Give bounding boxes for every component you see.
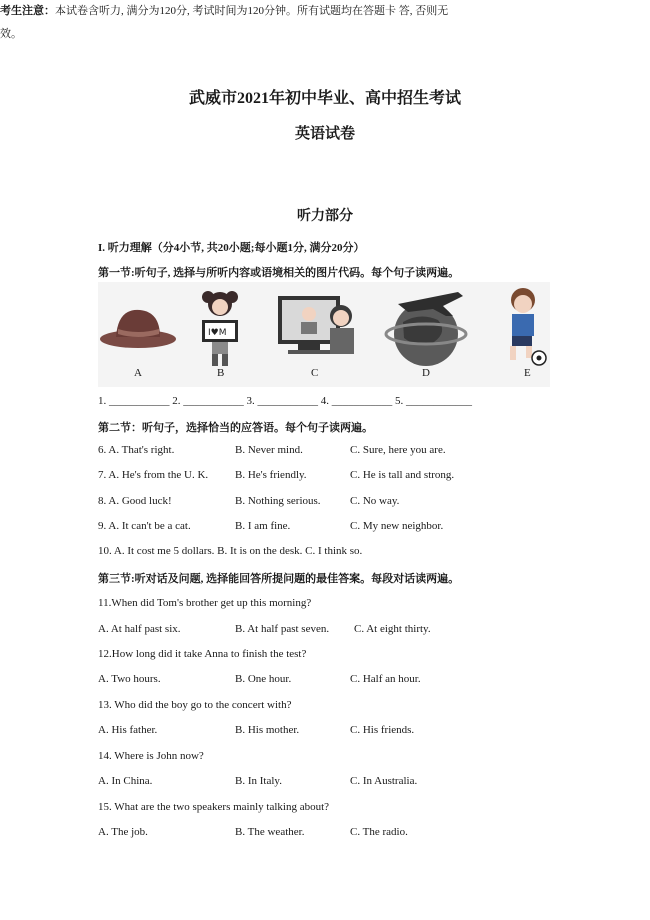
notice-text: 本试卷含听力, 满分为120分, 考试时间为120分钟。所有试题均在答题卡 答, 否则无效。 — [0, 5, 449, 40]
girl-with-sign-icon — [202, 291, 238, 366]
video-call-icon — [278, 296, 354, 354]
q11-option-c: C. At eight thirty. — [354, 623, 431, 635]
exam-subtitle: 英语试卷 — [294, 126, 355, 142]
q11-option-b: B. At half past seven. — [235, 623, 330, 635]
q8-option-c: C. No way. — [350, 495, 400, 507]
part1-instructions: I. 听力理解（分4小节, 共20小题;每小题1分, 满分20分） — [98, 242, 365, 254]
q15-question: 15. What are the two speakers mainly talking about? — [98, 801, 330, 813]
q14-option-c: C. In Australia. — [350, 775, 418, 787]
q15-option-a: A. The job. — [98, 826, 148, 838]
boy-soccer-icon — [510, 288, 546, 365]
q6-option-a: 6. A. That's right. — [98, 444, 175, 456]
exam-title: 武威市2021年初中毕业、高中招生考试 — [188, 90, 461, 107]
svg-text:I♥M: I♥M — [208, 328, 227, 338]
q14-option-b: B. In Italy. — [235, 775, 282, 787]
section3-instructions: 第三节:听对话及问题, 选择能回答所提问题的最佳答案。每段对话读两遍。 — [98, 573, 460, 585]
q11-question: 11.When did Tom's brother get up this morning? — [98, 597, 312, 609]
q8-option-b: B. Nothing serious. — [235, 495, 321, 507]
q15-option-c: C. The radio. — [350, 826, 408, 838]
q6-option-c: C. Sure, here you are. — [350, 444, 446, 456]
section1-instructions: 第一节:听句子, 选择与所听内容或语境相关的图片代码。每个句子读两遍。 — [98, 267, 460, 279]
globe-airplane-icon — [386, 292, 466, 366]
picture-label-d: D — [422, 367, 430, 379]
q7-option-a: 7. A. He's from the U. K. — [98, 469, 209, 481]
q15-option-b: B. The weather. — [235, 826, 305, 838]
picture-label-e: E — [524, 367, 531, 379]
q14-question: 14. Where is John now? — [98, 750, 204, 762]
q9-option-b: B. I am fine. — [235, 520, 291, 532]
q12-question: 12.How long did it take Anna to finish the test? — [98, 648, 307, 660]
q13-question: 13. Who did the boy go to the concert with? — [98, 699, 292, 711]
q10-options: 10. A. It cost me 5 dollars. B. It is on the desk. C. I think so. — [98, 545, 363, 557]
q13-option-b: B. His mother. — [235, 724, 300, 736]
q9-option-a: 9. A. It can't be a cat. — [98, 520, 191, 532]
picture-label-a: A — [134, 367, 142, 379]
exam-notice — [0, 0, 460, 46]
q12-option-b: B. One hour. — [235, 673, 292, 685]
picture-strip — [98, 282, 550, 387]
q12-option-c: C. Half an hour. — [350, 673, 421, 685]
hat-icon — [100, 310, 176, 348]
q13-option-c: C. His friends. — [350, 724, 415, 736]
q13-option-a: A. His father. — [98, 724, 158, 736]
picture-strip-svg — [98, 282, 550, 387]
notice-label: 考生注意： — [0, 5, 55, 17]
q12-option-a: A. Two hours. — [98, 673, 161, 685]
q7-option-b: B. He's friendly. — [235, 469, 307, 481]
q9-option-c: C. My new neighbor. — [350, 520, 444, 532]
q7-option-c: C. He is tall and strong. — [350, 469, 455, 481]
picture-label-c: C — [311, 367, 319, 379]
section-heading-listening: 听力部分 — [297, 209, 353, 224]
q8-option-a: 8. A. Good luck! — [98, 495, 172, 507]
section2-instructions: 第二节：听句子，选择恰当的应答语。每个句子读两遍。 — [98, 422, 373, 434]
q11-option-a: A. At half past six. — [98, 623, 181, 635]
picture-label-b: B — [217, 367, 225, 379]
q14-option-a: A. In China. — [98, 775, 153, 787]
q6-option-b: B. Never mind. — [235, 444, 303, 456]
answer-blanks-1-5: 1. ___________ 2. ___________ 3. ___________ 4. ___________ 5. ____________ — [98, 395, 472, 407]
